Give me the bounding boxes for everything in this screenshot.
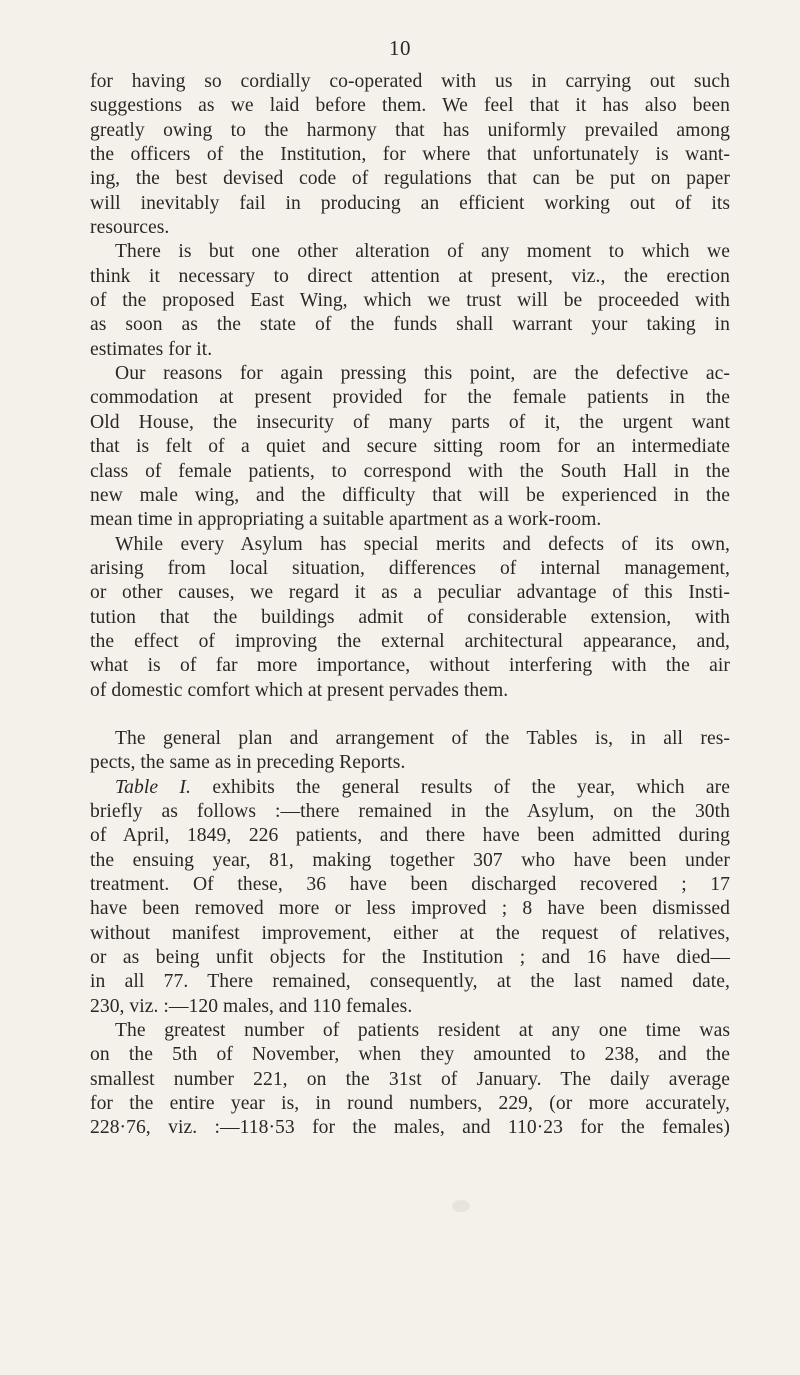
text-line: the officers of the Institution, for where that unfortunately is want- (90, 144, 730, 166)
text-line: greatly owing to the harmony that has uniformly prevailed among (90, 119, 730, 141)
text-line: think it necessary to direct attention at present, viz., the erection (90, 265, 730, 287)
paragraph-2 (90, 240, 730, 362)
body-text (90, 70, 730, 1141)
text-line: 228·76, viz. :—118·53 for the males, and 110·23 for the females) (90, 1117, 730, 1139)
text-line: that is felt of a quiet and secure sitting room for an intermediate (90, 436, 730, 458)
text-line: Old House, the insecurity of many parts of it, the urgent want (90, 411, 730, 433)
text-line: briefly as follows :—there remained in the Asylum, on the 30th (90, 800, 730, 822)
text-line: what is of far more importance, without interfering with the air (90, 655, 730, 677)
text-line: of April, 1849, 226 patients, and there have been admitted during (90, 825, 730, 847)
text-line: suggestions as we laid before them. We feel that it has also been (90, 95, 730, 117)
paragraph-1 (90, 70, 730, 240)
text-line: the ensuing year, 81, making together 307 who have been under (90, 849, 730, 871)
text-line: the effect of improving the external architectural appearance, and, (90, 630, 730, 652)
text-line: There is but one other alteration of any moment to which we (115, 241, 730, 263)
text-line: class of female patients, to correspond with the South Hall in the (90, 460, 730, 482)
section-gap (90, 703, 730, 727)
text-line: commodation at present provided for the female patients in the (90, 387, 730, 409)
text-line: While every Asylum has special merits and defects of its own, (115, 533, 730, 555)
text-line: without manifest improvement, either at the request of relatives, (90, 922, 730, 944)
text-segment: exhibits the general results of the year, which are (190, 776, 730, 798)
paper-stain (452, 1200, 470, 1212)
paragraph-3 (90, 362, 730, 532)
text-line: resources. (90, 217, 170, 239)
text-line: or other causes, we regard it as a peculiar advantage of this Insti- (90, 582, 730, 604)
text-line: 230, viz. :—120 males, and 110 females. (90, 995, 413, 1017)
text-line: treatment. Of these, 36 have been discharged recovered ; 17 (90, 874, 730, 895)
text-line: of domestic comfort which at present pervades them. (90, 679, 509, 701)
text-line: or as being unfit objects for the Institution ; and 16 have died— (90, 947, 730, 969)
text-line: pects, the same as in preceding Reports. (90, 752, 406, 774)
text-line: Our reasons for again pressing this point, are the defective ac- (115, 363, 730, 385)
text-line: mean time in appropriating a suitable apartment as a work-room. (90, 509, 602, 531)
text-line: The greatest number of patients resident at any one time was (115, 1020, 730, 1042)
text-line: tution that the buildings admit of considerable extension, with (90, 606, 730, 628)
text-line (90, 776, 730, 800)
paragraph-4 (90, 533, 730, 703)
text-line: for the entire year is, in round numbers, 229, (or more accurately, (90, 1093, 730, 1115)
paragraph-7 (90, 1019, 730, 1141)
table-reference: Table I. (115, 776, 191, 798)
text-line: have been removed more or less improved ; 8 have been dismissed (90, 898, 730, 920)
text-line: ing, the best devised code of regulations that can be put on paper (90, 168, 730, 190)
text-line: on the 5th of November, when they amounted to 238, and the (90, 1044, 730, 1066)
text-line: for having so cordially co-operated with us in carrying out such (90, 71, 730, 92)
text-line: estimates for it. (90, 338, 213, 360)
text-line: new male wing, and the difficulty that will be experienced in the (90, 484, 730, 506)
text-line: The general plan and arrangement of the Tables is, in all res- (115, 727, 730, 749)
text-line: smallest number 221, on the 31st of January. The daily average (90, 1068, 730, 1090)
paragraph-5 (90, 727, 730, 776)
text-line: as soon as the state of the funds shall warrant your taking in (90, 314, 730, 336)
text-line: arising from local situation, differences of internal management, (90, 557, 730, 579)
text-line: of the proposed East Wing, which we trust will be proceeded with (90, 290, 730, 312)
paragraph-6 (90, 776, 730, 1019)
text-line: in all 77. There remained, consequently, at the last named date, (90, 971, 730, 993)
text-line: will inevitably fail in producing an efficient working out of its (90, 192, 730, 214)
page-number: 10 (389, 36, 411, 60)
